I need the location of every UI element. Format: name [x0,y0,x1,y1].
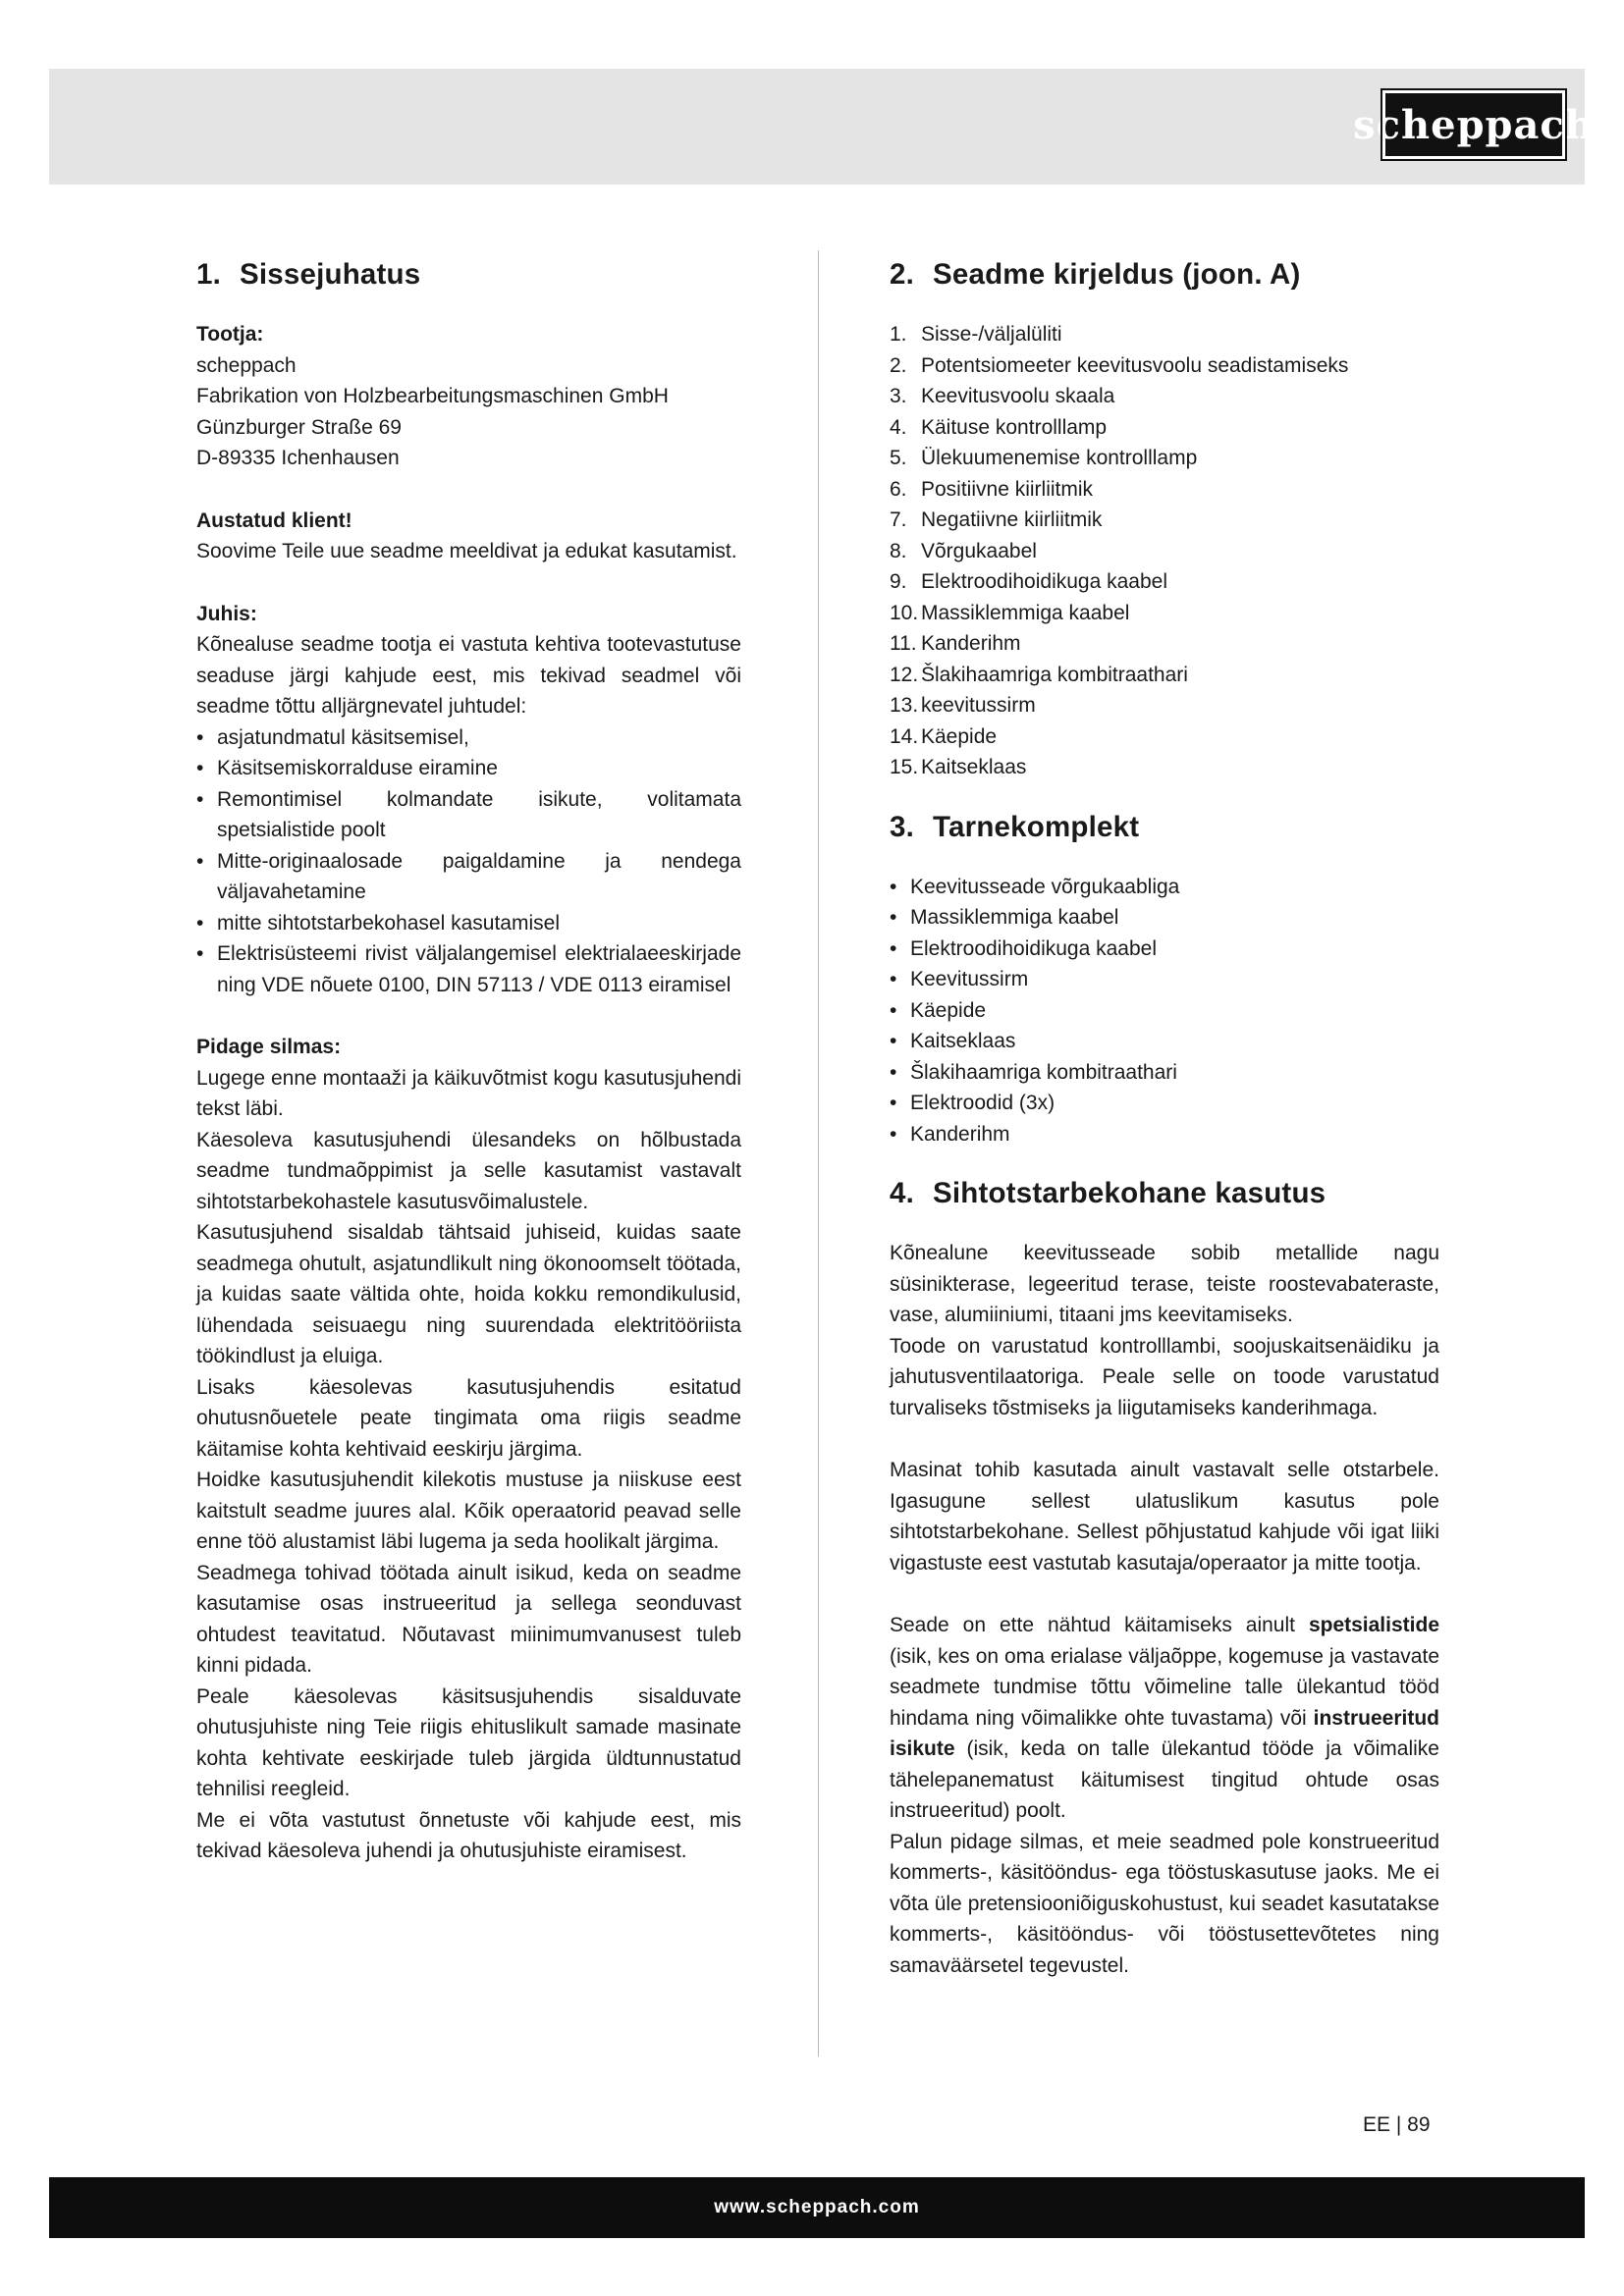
section-2-heading: 2. Seadme kirjeldus (joon. A) [890,258,1301,291]
list-item: 14. Käepide [890,724,998,748]
manufacturer-line: scheppach [196,353,297,377]
list-item: 7. Negatiivne kiirliitmik [890,508,1103,531]
list-item: 1. Sisse-/väljalüliti [890,323,1062,346]
left-column [196,250,741,1867]
list-item: • Kaitseklaas [890,1026,1439,1057]
attention-paragraph: Kasutusjuhend sisaldab tähtsaid juhiseid, kuidas saate seadmega ohutult, asjatundlikult ning ökonoomselt töötada, ja kuidas saate vältida ohte, hoida kokku remondikulusid, lühendada seisuaegu ning suurendada elektritööriista töökindlust ja eluiga. [196,1221,741,1367]
right-column [890,250,1439,1981]
column-divider [818,250,819,2056]
scheppach-logo: scheppach [1382,90,1565,159]
footer-band [49,2177,1585,2238]
list-item: 15. Kaitseklaas [890,756,1027,778]
section-3-heading: 3. Tarnekomplekt [890,810,1140,843]
list-item: 12. Šlakihaamriga kombitraathari [890,663,1188,686]
list-item: 5. Ülekuumenemise kontrolllamp [890,447,1198,469]
attention-paragraph: Hoidke kasutusjuhendit kilekotis mustuse ja niiskuse eest kaitstult seadme juures alal. Kõik operaatorid peavad selle enne töö alustamist läbi lugema ja seda hoolikalt järgima. [196,1468,741,1553]
section-4-heading: 4. Sihtotstarbekohane kasutus [890,1177,1326,1209]
list-item: 11. Kanderihm [890,632,1021,655]
list-item: • Šlakihaamriga kombitraathari [890,1057,1439,1089]
list-item: • asjatundmatul käsitsemisel, [196,722,741,754]
list-item: • Massiklemmiga kaabel [890,902,1439,934]
manufacturer-label: Tootja: [196,323,264,346]
attention-paragraph: Lugege enne montaaži ja käikuvõtmist kogu kasutusjuhendi tekst läbi. [196,1066,741,1120]
list-item: • mitte sihtotstarbekohasel kasutamisel [196,908,741,939]
attention-paragraph: Me ei võta vastutust õnnetuste või kahjude eest, mis tekivad käesoleva juhendi ja ohutusjuhiste eiramisest. [196,1808,741,1862]
attention-paragraph: Seadmega tohivad töötada ainult isikud, keda on seadme kasutamise osas instrueeritud ja sellega seonduvast ohtudest teavitatud. Nõutavast miinimumvanusest tuleb kinni pidada. [196,1561,741,1677]
note-label: Juhis: [196,602,257,625]
attention-label: Pidage silmas: [196,1036,342,1058]
list-item: • Elektroodihoidikuga kaabel [890,934,1439,965]
list-item: 8. Võrgukaabel [890,539,1037,562]
manufacturer-line: Günzburger Straße 69 [196,415,402,439]
note-bullet-list [196,722,741,1001]
manufacturer-line: D-89335 Ichenhausen [196,447,400,469]
attention-paragraph: Lisaks käesolevas kasutusjuhendis esitatud ohutusnõuetele peate tingimata oma riigis seadme käitamise kohta kehtivaid eeskirju järgima. [196,1375,741,1461]
list-item: • Keevitusseade võrgukaabliga [890,872,1439,903]
list-item: 9. Elektroodihoidikuga kaabel [890,570,1168,593]
list-item: • Käsitsemiskorralduse eiramine [196,753,741,784]
attention-paragraph: Käesoleva kasutusjuhendi ülesandeks on hõlbustada seadme tundmaõppimist ja selle kasutamist vastavalt sihtotstarbekohastele kasutusvõimalustele. [196,1128,741,1213]
usage-paragraph: Toode on varustatud kontrolllambi, soojuskaitsenäidiku ja jahutusventilaatoriga. Peale selle on toode varustatud turvaliseks tõstmiseks ja liigutamiseks kanderihmaga. [890,1334,1439,1419]
greeting-label: Austatud klient! [196,508,352,532]
list-item: • Kanderihm [890,1119,1439,1150]
manufacturer-line: Fabrikation von Holzbearbeitungsmaschinen GmbH [196,385,669,407]
page-number: EE | 89 [1363,2113,1431,2136]
attention-paragraph: Peale käesolevas käsitsusjuhendis sisalduvate ohutusjuhiste ning Teie riigis ehituslikult samade masinate kohta kehtivate eeskirjade tuleb järgida üldtunnustatud tehnilisi reegleid. [196,1684,741,1800]
list-item: 6. Positiivne kiirliitmik [890,477,1094,501]
delivery-list [890,872,1439,1150]
list-item: • Käepide [890,995,1439,1027]
list-item: 4. Käituse kontrolllamp [890,415,1108,439]
list-item: • Keevitussirm [890,964,1439,995]
footer-url[interactable]: www.scheppach.com [714,2197,920,2217]
note-text: Kõnealuse seadme tootja ei vastuta kehtiva tootevastutuse seaduse järgi kahjude eest, mis tekivad seadmel või seadme tõttu alljärgnevatel juhtudel: [196,633,741,718]
list-item: • Elektroodid (3x) [890,1088,1439,1119]
greeting-text: Soovime Teile uue seadme meeldivat ja edukat kasutamist. [196,540,737,562]
list-item: 2. Potentsiomeeter keevitusvoolu seadistamiseks [890,353,1349,377]
usage-paragraph: Seade on ette nähtud käitamiseks ainult spetsialistide (isik, kes on oma erialase väljaõppe, kogemuse ja vastavate seadmete tundmise tõttu võimeline talle ülekantud tööd hindama ning võimalikke ohte tuvastama) või instrueeritud isikute (isik, keda on talle ülekantud tööde ja võimalike tähelepanematust käitumisest tingitud ohtude osas instrueeritud) poolt. [890,1614,1439,1822]
list-item: • Mitte-originaalosade paigaldamine ja nendega väljavahetamine [196,846,741,908]
usage-paragraph: Kõnealune keevitusseade sobib metallide nagu süsinikterase, legeeritud terase, teiste roostevabateraste, vase, alumiiniumi, titaani jms keevitamiseks. [890,1242,1439,1326]
list-item: 10. Massiklemmiga kaabel [890,601,1130,624]
parts-list [890,319,1439,783]
header-band [49,69,1595,185]
usage-paragraph: Masinat tohib kasutada ainult vastavalt selle otstarbele. Igasugune sellest ulatuslikum kasutus pole sihtotstarbekohane. Sellest põhjustatud kahjude või igat liiki vigastuste eest vastutab kasutaja/operaator ja mitte tootja. [890,1459,1439,1575]
list-item: 13. keevitussirm [890,694,1036,717]
list-item: • Elektrisüsteemi rivist väljalangemisel elektrialaeeskirjade ning VDE nõuete 0100, DIN 57113 / VDE 0113 eiramisel [196,938,741,1000]
usage-paragraph: Palun pidage silmas, et meie seadmed pole konstrueeritud kommerts-, käsitööndus- ega tööstuskasutuse jaoks. Me ei võta üle pretensiooniõiguskohustust, kui seadet kasutatakse kommerts-, käsitööndus- või tööstusettevõtetes ning samaväärsetel tegevustel. [890,1830,1439,1977]
list-item: • Remontimisel kolmandate isikute, volitamata spetsialistide poolt [196,784,741,846]
list-item: 3. Keevitusvoolu skaala [890,385,1115,407]
section-1-heading: 1. Sissejuhatus [196,258,421,291]
